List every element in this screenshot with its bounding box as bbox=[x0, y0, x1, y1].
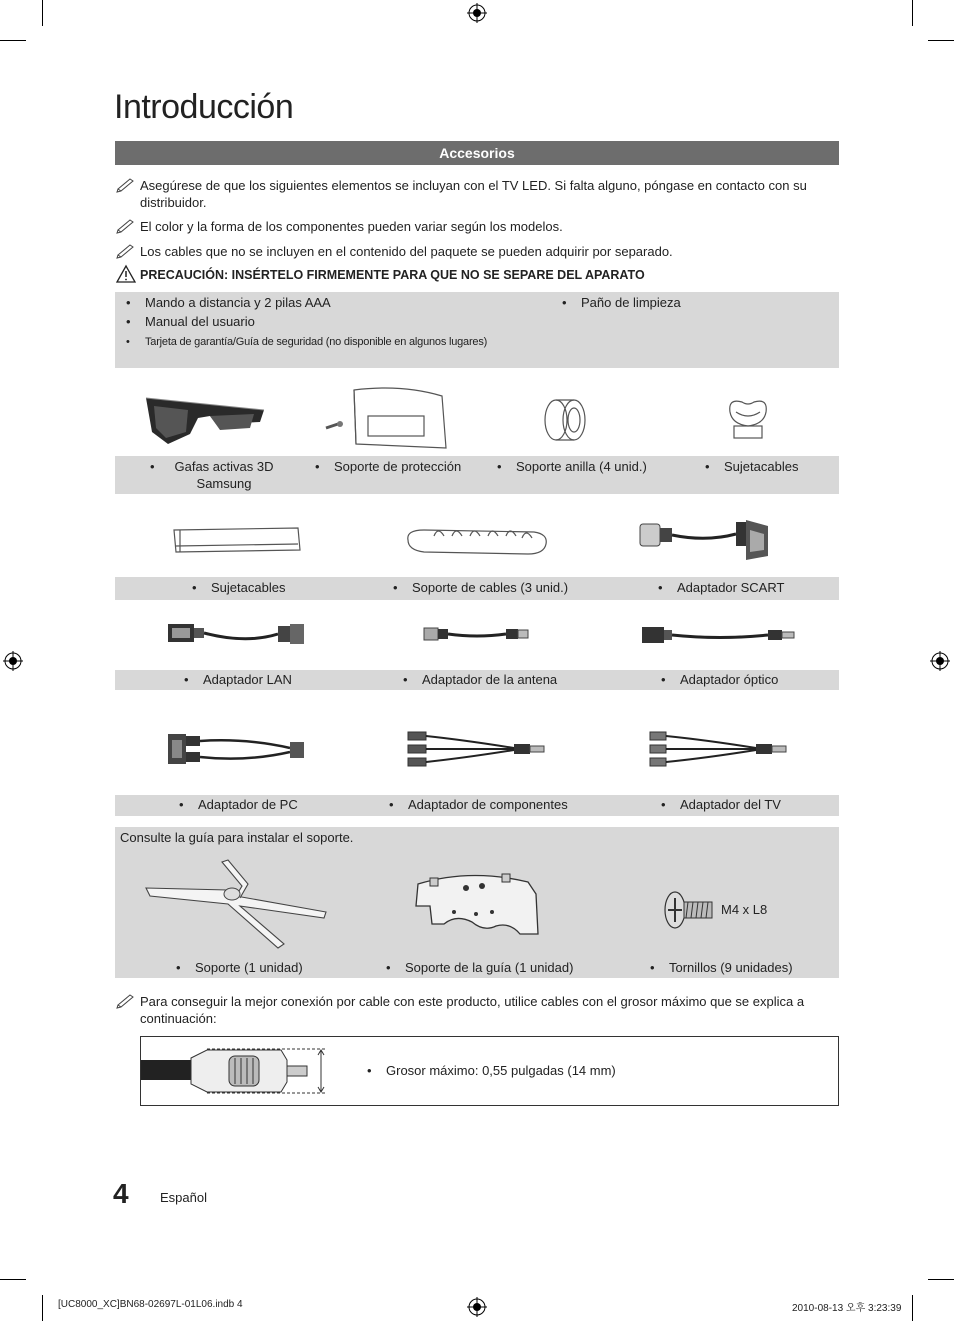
list-item: • Sujetacables bbox=[211, 579, 285, 596]
list-item: • Adaptador de la antena bbox=[422, 671, 557, 688]
tv-adapter-image bbox=[646, 728, 790, 770]
caution-item bbox=[116, 267, 836, 284]
print-slug-file: [UC8000_XC]BN68-02697L-01L06.indb 4 bbox=[58, 1299, 243, 1310]
note-text: Asegúrese de que los siguientes elementos se incluyan con el TV LED. Si falta alguno, póngase en contacto con su distribuidor. bbox=[140, 178, 807, 210]
list-item: • Soporte de la guía (1 unidad) bbox=[405, 959, 573, 976]
list-item: • Soporte de cables (3 unid.) bbox=[412, 579, 568, 596]
crop-mark bbox=[928, 1279, 954, 1280]
list-item: • Adaptador de PC bbox=[198, 796, 298, 813]
3d-glasses-image bbox=[140, 388, 270, 450]
list-item: • Soporte (1 unidad) bbox=[195, 959, 303, 976]
page-title: Introducción bbox=[114, 88, 294, 126]
crop-mark bbox=[0, 1279, 26, 1280]
screw-image bbox=[664, 888, 716, 932]
page-language: Español bbox=[160, 1190, 207, 1205]
list-item: • Soporte anilla (4 unid.) bbox=[516, 458, 647, 475]
print-slug-date: 2010-08-13 오후 3:23:39 bbox=[792, 1303, 902, 1314]
list-item: • Adaptador de componentes bbox=[408, 796, 568, 813]
registration-mark-icon bbox=[467, 3, 487, 23]
note-text: Los cables que no se incluyen en el contenido del paquete se pueden adquirir por separado. bbox=[140, 244, 673, 259]
note-text: El color y la forma de los componentes pueden variar según los modelos. bbox=[140, 219, 563, 234]
note-item bbox=[116, 177, 836, 211]
cable-tie-image bbox=[170, 524, 302, 556]
list-item: • Adaptador SCART bbox=[677, 579, 784, 596]
list-item: • Gafas activas 3D Samsung bbox=[169, 458, 279, 492]
list-item: • Sujetacables bbox=[724, 458, 798, 475]
pencil-note-icon bbox=[116, 991, 136, 1009]
cable-tie-holder-image bbox=[722, 396, 774, 442]
list-item: • Adaptador LAN bbox=[203, 671, 292, 688]
cable-thickness-diagram bbox=[141, 1046, 331, 1096]
crop-mark bbox=[928, 40, 954, 41]
lan-adapter-image bbox=[166, 620, 306, 648]
pencil-note-icon bbox=[116, 216, 136, 234]
stand-image bbox=[142, 858, 332, 950]
note-item bbox=[116, 218, 836, 235]
list-item: • Tornillos (9 unidades) bbox=[669, 959, 793, 976]
screw-size-label: M4 x L8 bbox=[721, 902, 768, 917]
page-number: 4 bbox=[113, 1178, 129, 1209]
pencil-note-icon bbox=[116, 175, 136, 193]
stand-guide-image bbox=[410, 872, 542, 938]
list-item: • Paño de limpieza bbox=[581, 294, 681, 311]
note-text: Para conseguir la mejor conexión por cable con este producto, utilice cables con el grosor máximo que se explica a continuación: bbox=[140, 994, 805, 1026]
component-adapter-image bbox=[404, 728, 548, 770]
cable-holder-image bbox=[404, 522, 550, 560]
caution-text: PRECAUCIÓN: INSÉRTELO FIRMEMENTE PARA QUE NO SE SEPARE DEL APARATO bbox=[140, 268, 645, 282]
crop-mark bbox=[912, 1295, 913, 1321]
crop-mark bbox=[912, 0, 913, 26]
warning-icon bbox=[116, 265, 136, 283]
note-item bbox=[116, 993, 836, 1027]
crop-mark bbox=[42, 1295, 43, 1321]
list-item: • Soporte de protección bbox=[334, 458, 461, 475]
ring-holder-image bbox=[540, 396, 592, 444]
pc-adapter-image bbox=[166, 728, 306, 770]
registration-mark-icon bbox=[467, 1297, 487, 1317]
registration-mark-icon bbox=[3, 651, 23, 671]
optical-adapter-image bbox=[640, 624, 796, 646]
scart-adapter-image bbox=[636, 516, 772, 564]
stand-intro: Consulte la guía para instalar el soporte. bbox=[120, 830, 354, 845]
antenna-adapter-image bbox=[422, 624, 532, 644]
protection-bracket-image bbox=[322, 386, 450, 450]
section-header: Accesorios bbox=[115, 141, 839, 165]
registration-mark-icon bbox=[930, 651, 950, 671]
list-item: • Adaptador del TV bbox=[680, 796, 781, 813]
list-item: • Tarjeta de garantía/Guía de seguridad (no disponible en algunos lugares) bbox=[145, 334, 487, 351]
crop-mark bbox=[0, 40, 26, 41]
crop-mark bbox=[42, 0, 43, 26]
list-item: • Mando a distancia y 2 pilas AAA bbox=[145, 294, 331, 311]
note-item bbox=[116, 243, 836, 260]
pencil-note-icon bbox=[116, 241, 136, 259]
list-item: • Manual del usuario bbox=[145, 313, 255, 330]
list-item: • Grosor máximo: 0,55 pulgadas (14 mm) bbox=[386, 1062, 616, 1079]
list-item: • Adaptador óptico bbox=[680, 671, 778, 688]
